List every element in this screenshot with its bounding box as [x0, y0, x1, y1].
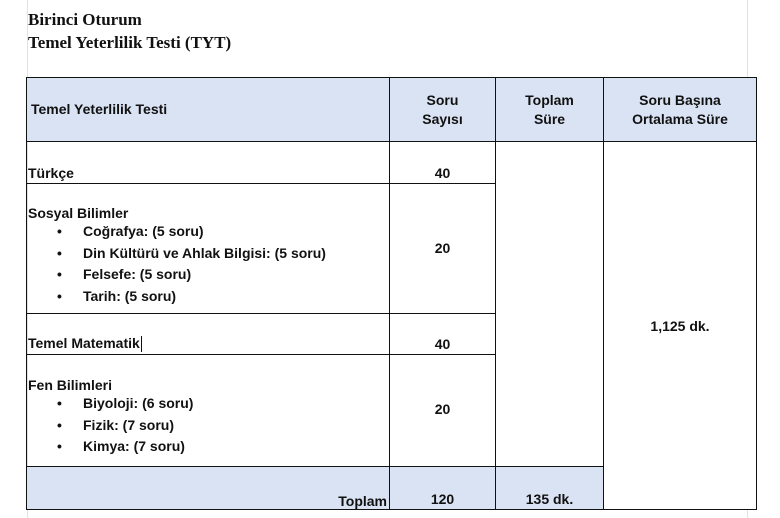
list-item: • Fizik: (7 soru): [57, 415, 389, 437]
total-time: 135 dk.: [496, 467, 604, 510]
avg-time-cell: 1,125 dk.: [604, 142, 757, 510]
subject-cell: Türkçe: [27, 142, 390, 184]
list-item: • Biyoloji: (6 soru): [57, 393, 389, 415]
total-time-empty-cell: [496, 142, 604, 467]
header-total-time: Toplam Süre: [496, 78, 604, 142]
subject-name: Fen Bilimleri: [28, 377, 113, 393]
header-count: Soru Sayısı: [390, 78, 496, 142]
header-test: Temel Yeterlilik Testi: [27, 78, 390, 142]
exam-table: [26, 77, 757, 510]
text-cursor: [141, 336, 142, 352]
list-item: • Coğrafya: (5 soru): [57, 221, 389, 243]
total-label: Toplam: [27, 467, 390, 510]
list-item: • Kimya: (7 soru): [57, 436, 389, 458]
subject-cell: Temel Matematik: [27, 314, 390, 355]
count-cell: 20: [390, 355, 496, 467]
total-count: 120: [390, 467, 496, 510]
header-row: [27, 78, 757, 142]
subject-cell: [27, 355, 390, 467]
count-cell: 40: [390, 142, 496, 184]
list-item: • Din Kültürü ve Ahlak Bilgisi: (5 soru): [57, 243, 389, 265]
test-title: Temel Yeterlilik Testi (TYT): [28, 33, 232, 52]
topic-list: [27, 221, 389, 307]
session-title: Birinci Oturum: [28, 10, 142, 29]
subject-name: Sosyal Bilimler: [28, 205, 129, 221]
list-item: • Tarih: (5 soru): [57, 286, 389, 308]
table-row: [27, 142, 757, 184]
list-item: • Felsefe: (5 soru): [57, 264, 389, 286]
count-cell: 40: [390, 314, 496, 355]
count-cell: 20: [390, 184, 496, 314]
topic-list: [27, 393, 389, 458]
subject-cell: [27, 184, 390, 314]
header-avg-time: Soru Başına Ortalama Süre: [604, 78, 757, 142]
